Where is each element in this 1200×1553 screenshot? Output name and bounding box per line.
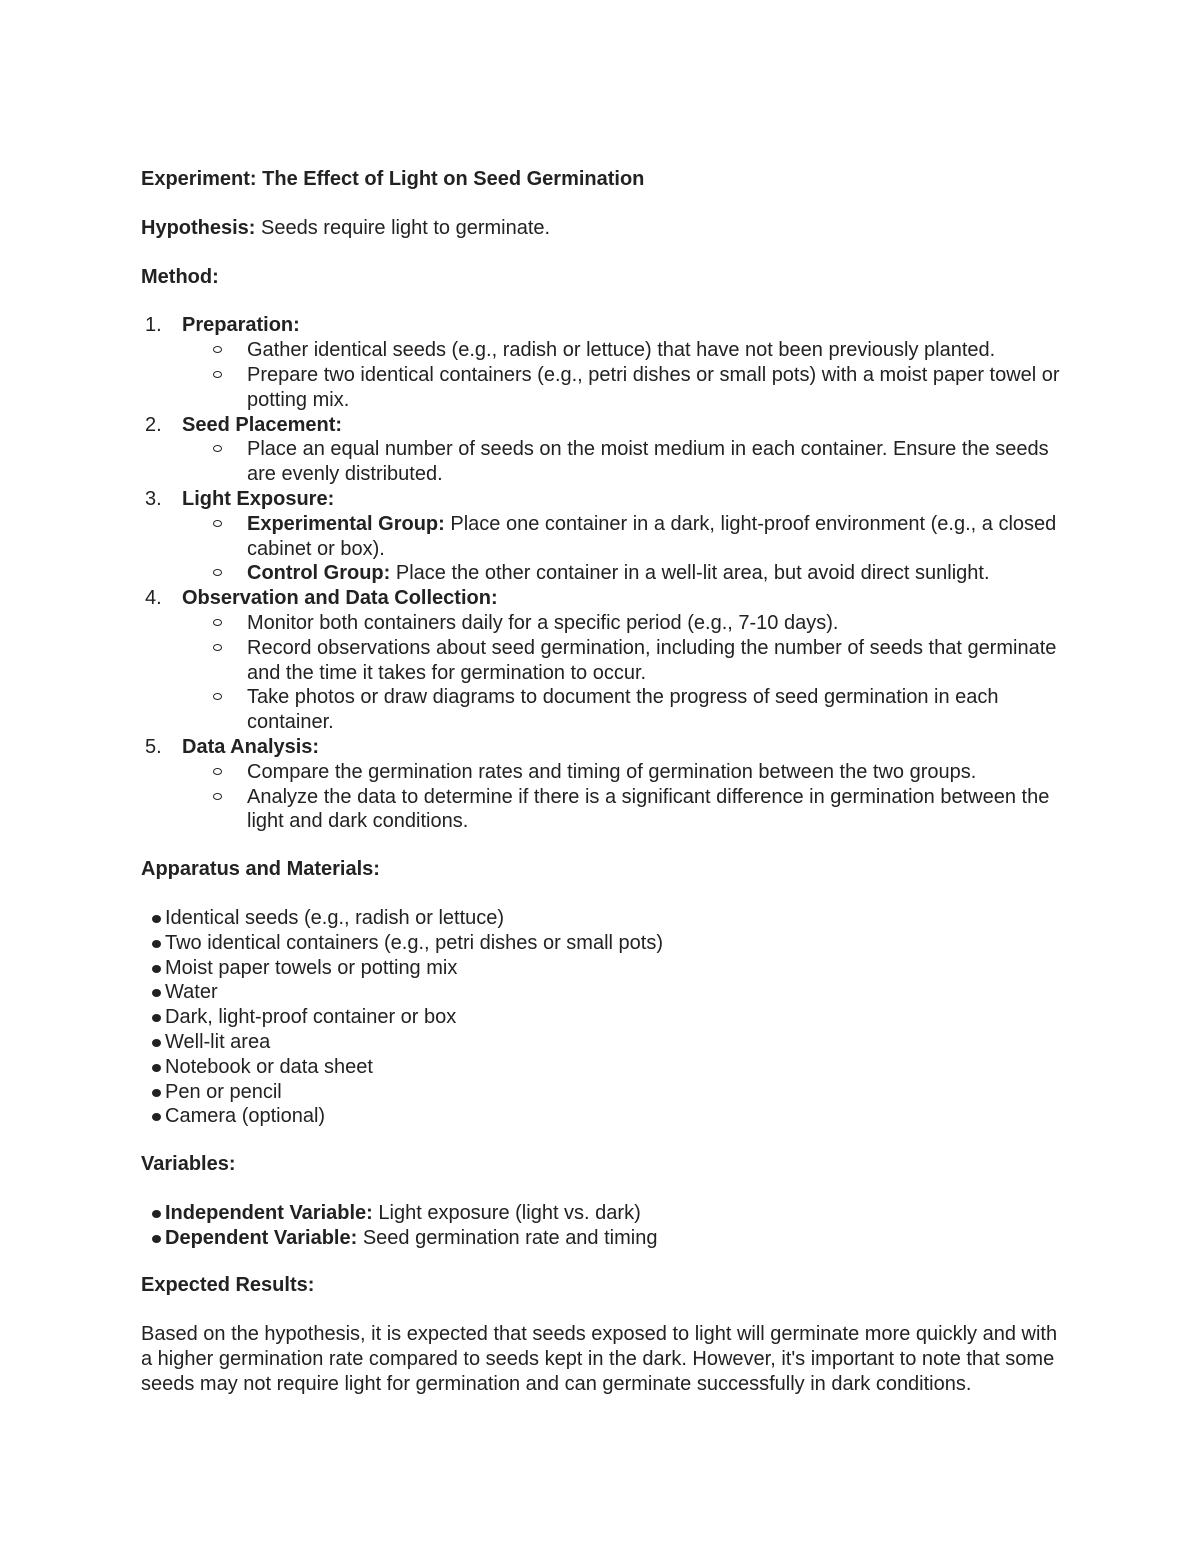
hypothesis <box>141 216 1061 241</box>
filled-bullet-icon <box>152 940 161 948</box>
title-text: The Effect of Light on Seed Germination <box>262 168 645 190</box>
filled-bullet-icon <box>152 1014 161 1022</box>
filled-bullet-icon <box>152 915 161 923</box>
sub-list-item <box>247 636 1061 686</box>
title-label: Experiment: <box>141 168 257 190</box>
document-body <box>141 167 1061 1397</box>
hollow-circle-bullet-icon <box>213 619 222 626</box>
variables-heading: Variables: <box>141 1153 236 1176</box>
step-title: Light Exposure: <box>182 487 335 510</box>
filled-bullet-icon <box>152 1039 161 1047</box>
step-number: 5. <box>145 735 162 758</box>
step-title: Data Analysis: <box>182 735 320 758</box>
hollow-circle-bullet-icon <box>213 793 222 800</box>
sub-list-item <box>247 338 1061 363</box>
method-step <box>141 413 1061 487</box>
hollow-circle-bullet-icon <box>213 569 222 576</box>
sub-item-text: Place an equal number of seeds on the moist medium in each container. Ensure the seeds are evenly distributed. <box>247 438 1049 486</box>
method-heading: Method: <box>141 265 219 288</box>
hollow-circle-bullet-icon <box>213 371 222 378</box>
apparatus-item <box>165 980 1061 1005</box>
filled-bullet-icon <box>152 965 161 973</box>
apparatus-item-text: Moist paper towels or potting mix <box>165 956 458 979</box>
apparatus-item <box>165 1030 1061 1055</box>
hollow-circle-bullet-icon <box>213 768 222 775</box>
variable-label: Dependent Variable: <box>165 1226 358 1249</box>
filled-bullet-icon <box>152 1064 161 1072</box>
apparatus-item-text: Identical seeds (e.g., radish or lettuce) <box>165 906 505 929</box>
sub-item-text: Gather identical seeds (e.g., radish or lettuce) that have not been previously planted. <box>247 339 996 362</box>
variable-item <box>165 1201 1061 1226</box>
variable-item <box>165 1226 1061 1251</box>
variable-label: Independent Variable: <box>165 1201 373 1224</box>
sub-list-item <box>247 437 1061 487</box>
apparatus-heading: Apparatus and Materials: <box>141 858 380 881</box>
apparatus-item <box>165 1080 1061 1105</box>
step-title: Preparation: <box>182 314 300 337</box>
step-sub-list <box>182 512 1061 586</box>
variables-list <box>141 1201 1061 1251</box>
apparatus-item <box>165 1104 1061 1129</box>
method-step <box>141 735 1061 834</box>
hollow-circle-bullet-icon <box>213 520 222 527</box>
step-sub-list <box>182 760 1061 834</box>
hollow-circle-bullet-icon <box>213 346 222 353</box>
sub-list-item <box>247 512 1061 562</box>
hollow-circle-bullet-icon <box>213 693 222 700</box>
apparatus-item-text: Water <box>165 981 218 1004</box>
step-number: 3. <box>145 487 162 510</box>
sub-item-text: Prepare two identical containers (e.g., petri dishes or small pots) with a moist paper towel or potting mix. <box>247 363 1060 411</box>
expected-results-text: Based on the hypothesis, it is expected that seeds exposed to light will germinate more quickly and with a higher germination rate compared to seeds kept in the dark. However, it's important to note that some seeds may not require light for germination and can germinate successfully in dark conditions. <box>141 1323 1058 1395</box>
sub-list-item <box>247 561 1061 586</box>
step-number: 4. <box>145 587 162 610</box>
apparatus-item-text: Notebook or data sheet <box>165 1055 373 1078</box>
step-title: Seed Placement: <box>182 413 343 436</box>
apparatus-item <box>165 1005 1061 1030</box>
sub-item-text: Analyze the data to determine if there is a significant difference in germination between the light and dark conditions. <box>247 785 1050 833</box>
sub-item-label: Experimental Group: <box>247 512 445 535</box>
hollow-circle-bullet-icon <box>213 644 222 651</box>
sub-item-text: Record observations about seed germination, including the number of seeds that germinate and the time it takes for germination to occur. <box>247 636 1057 684</box>
sub-list-item <box>247 785 1061 835</box>
sub-list-item <box>247 611 1061 636</box>
filled-bullet-icon <box>152 1210 161 1218</box>
sub-list-item <box>247 760 1061 785</box>
filled-bullet-icon <box>152 1089 161 1097</box>
document-title <box>141 167 1061 192</box>
hypothesis-label: Hypothesis: <box>141 216 256 239</box>
sub-list-item <box>247 685 1061 735</box>
filled-bullet-icon <box>152 989 161 997</box>
apparatus-item <box>165 956 1061 981</box>
variable-text: Light exposure (light vs. dark) <box>378 1201 641 1224</box>
method-steps-list <box>141 313 1061 834</box>
step-title: Observation and Data Collection: <box>182 587 498 610</box>
method-step <box>141 586 1061 735</box>
method-step <box>141 313 1061 412</box>
apparatus-item <box>165 931 1061 956</box>
sub-list-item <box>247 363 1061 413</box>
step-number: 2. <box>145 413 162 436</box>
step-sub-list <box>182 437 1061 487</box>
sub-item-text: Take photos or draw diagrams to document the progress of seed germination in each container. <box>247 686 999 734</box>
apparatus-item <box>165 906 1061 931</box>
sub-item-text: Compare the germination rates and timing of germination between the two groups. <box>247 760 977 783</box>
filled-bullet-icon <box>152 1235 161 1243</box>
hypothesis-text: Seeds require light to germinate. <box>261 216 551 239</box>
step-sub-list <box>182 611 1061 735</box>
step-number: 1. <box>145 314 162 337</box>
apparatus-item-text: Well-lit area <box>165 1030 271 1053</box>
sub-item-text: Monitor both containers daily for a specific period (e.g., 7-10 days). <box>247 611 839 634</box>
step-sub-list <box>182 338 1061 412</box>
filled-bullet-icon <box>152 1113 161 1121</box>
variable-text: Seed germination rate and timing <box>362 1226 658 1249</box>
apparatus-item <box>165 1055 1061 1080</box>
apparatus-item-text: Pen or pencil <box>165 1080 282 1103</box>
apparatus-item-text: Two identical containers (e.g., petri dishes or small pots) <box>165 931 663 954</box>
sub-item-label: Control Group: <box>247 562 391 585</box>
hollow-circle-bullet-icon <box>213 445 222 452</box>
method-step <box>141 487 1061 586</box>
expected-results-heading: Expected Results: <box>141 1274 315 1297</box>
sub-item-text: Place one container in a dark, light-proof environment (e.g., a closed cabinet or box). <box>247 512 1057 560</box>
apparatus-list <box>141 906 1061 1129</box>
sub-item-text: Place the other container in a well-lit area, but avoid direct sunlight. <box>395 562 990 585</box>
apparatus-item-text: Dark, light-proof container or box <box>165 1006 457 1029</box>
apparatus-item-text: Camera (optional) <box>165 1105 326 1128</box>
